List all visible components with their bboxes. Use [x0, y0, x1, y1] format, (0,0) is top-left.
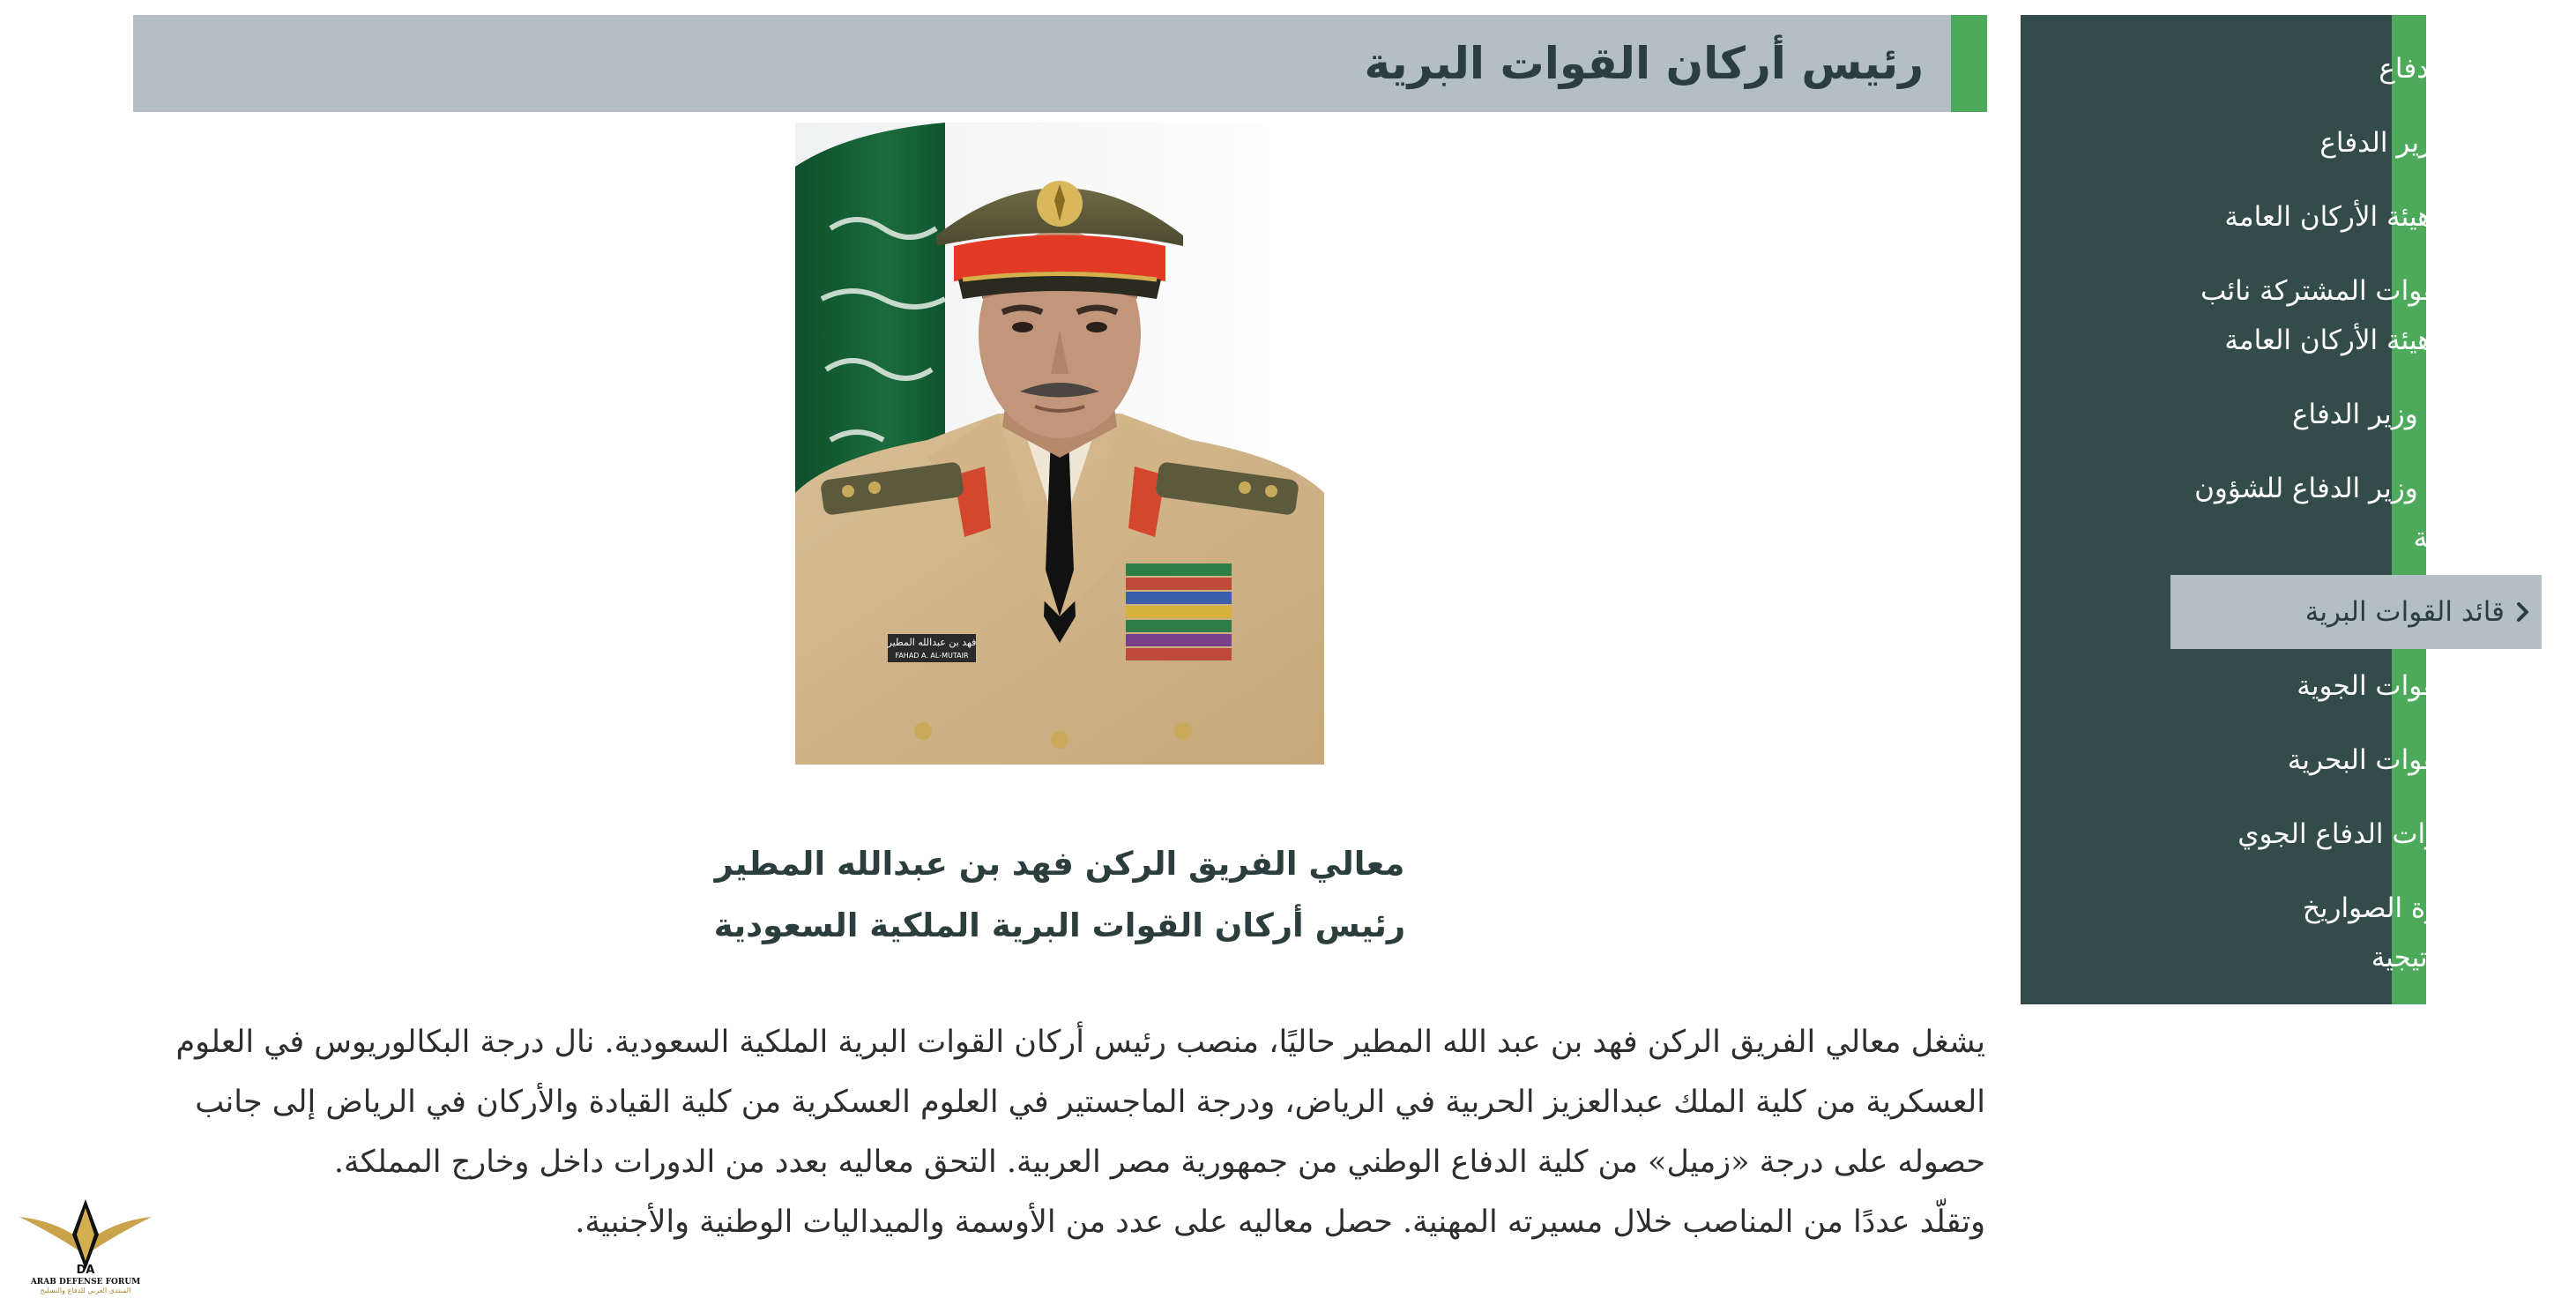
watermark-title: ARAB DEFENSE FORUM	[30, 1278, 141, 1287]
portrait-photo	[795, 123, 1324, 765]
sidebar-item-label: قائد القوات البحرية	[2287, 744, 2505, 776]
sidebar-item-4[interactable]	[2170, 254, 2542, 377]
sidebar-item-8[interactable]	[2170, 649, 2542, 723]
chevron-right-icon	[2512, 56, 2533, 81]
page-title: رئيس أركان القوات البرية	[1364, 38, 1924, 89]
chevron-right-icon	[2512, 600, 2533, 624]
sidebar-item-3[interactable]	[2170, 180, 2542, 254]
chevron-right-icon	[2512, 822, 2533, 847]
bio-paragraph-2: وتقلّد عددًا من المناصب خلال مسيرته المهنية. حصل معاليه على عدد من الأوسمة والميداليات الوطنية والأجنبية.	[575, 1205, 1985, 1240]
sidebar-item-7[interactable]	[2170, 575, 2542, 649]
watermark-subtitle: المنتدى العربي للدفاع والتسليح	[40, 1287, 131, 1294]
chevron-right-icon	[2512, 748, 2533, 772]
chevron-right-icon	[2512, 476, 2533, 501]
sidebar-item-label: مساعد وزير الدفاع للشؤون التنفيذية	[2194, 473, 2505, 554]
sidebar-item-2[interactable]	[2170, 106, 2542, 180]
profile-position: رئيس أركان القوات البرية الملكية السعودية	[713, 906, 1406, 944]
sidebar-item-label: قائد القوات المشتركة نائب رئيس هيئة الأركان العامة	[2200, 275, 2505, 356]
watermark-initials: DA	[76, 1264, 95, 1277]
sidebar-item-label: وزير الدفاع	[2379, 53, 2505, 85]
chevron-right-icon	[2512, 131, 2533, 155]
sidebar-item-label: نائب وزير الدفاع	[2319, 127, 2505, 159]
name-tag-en: FAHAD A. AL-MUTAIR	[895, 652, 969, 660]
sidebar-item-label: مساعد وزير الدفاع	[2292, 399, 2505, 430]
sidebar-item-label: قائد قوات الدفاع الجوي	[2237, 818, 2505, 850]
chevron-right-icon	[2512, 279, 2533, 303]
sidebar-item-label: قائد القوات الجوية	[2297, 670, 2505, 702]
name-tag-ar: فهد بن عبدالله المطير	[887, 637, 977, 648]
sidebar-item-10[interactable]	[2170, 797, 2542, 871]
page-header	[133, 15, 1987, 112]
sidebar-item-5[interactable]	[2170, 377, 2542, 451]
watermark-logo	[11, 1182, 160, 1294]
chevron-right-icon	[2512, 402, 2533, 427]
sidebar-item-1[interactable]	[2170, 32, 2542, 106]
biography-text	[141, 1012, 1985, 1252]
chevron-right-icon	[2512, 205, 2533, 229]
chevron-right-icon	[2512, 674, 2533, 698]
sidebar-item-6[interactable]	[2170, 451, 2542, 575]
header-accent-strip	[1951, 15, 1987, 112]
profile-name: معالي الفريق الركن فهد بن عبدالله المطير	[714, 845, 1405, 883]
profile-caption	[617, 833, 1502, 957]
sidebar-item-label: قائد القوات البرية	[2304, 596, 2505, 628]
sidebar-item-11[interactable]	[2170, 871, 2542, 995]
sidebar-list	[2170, 0, 2542, 995]
sidebar-item-9[interactable]	[2170, 723, 2542, 797]
chevron-right-icon	[2512, 896, 2533, 921]
sidebar-item-label: رئيس هيئة الأركان العامة	[2224, 201, 2505, 233]
sidebar-item-label: قائد قوة الصواريخ الاستراتيجية	[2302, 892, 2505, 973]
medal-ribbons	[1126, 563, 1232, 660]
bio-paragraph-1: يشغل معالي الفريق الركن فهد بن عبد الله المطير حاليًا، منصب رئيس أركان القوات البرية الملكية السعودية. نال درجة البكالوريوس في العلوم العسكرية من كلية الملك عبدالعزيز الحربية في الرياض، ودرجة الماجستير في العلوم العسكرية من كلية القيادة والأركان في الرياض إلى جانب حصوله على درجة «زميل» من كلية الدفاع الوطني من جمهورية مصر العربية. التحق معاليه بعدد من الدورات داخل وخارج المملكة.	[175, 1025, 1985, 1180]
